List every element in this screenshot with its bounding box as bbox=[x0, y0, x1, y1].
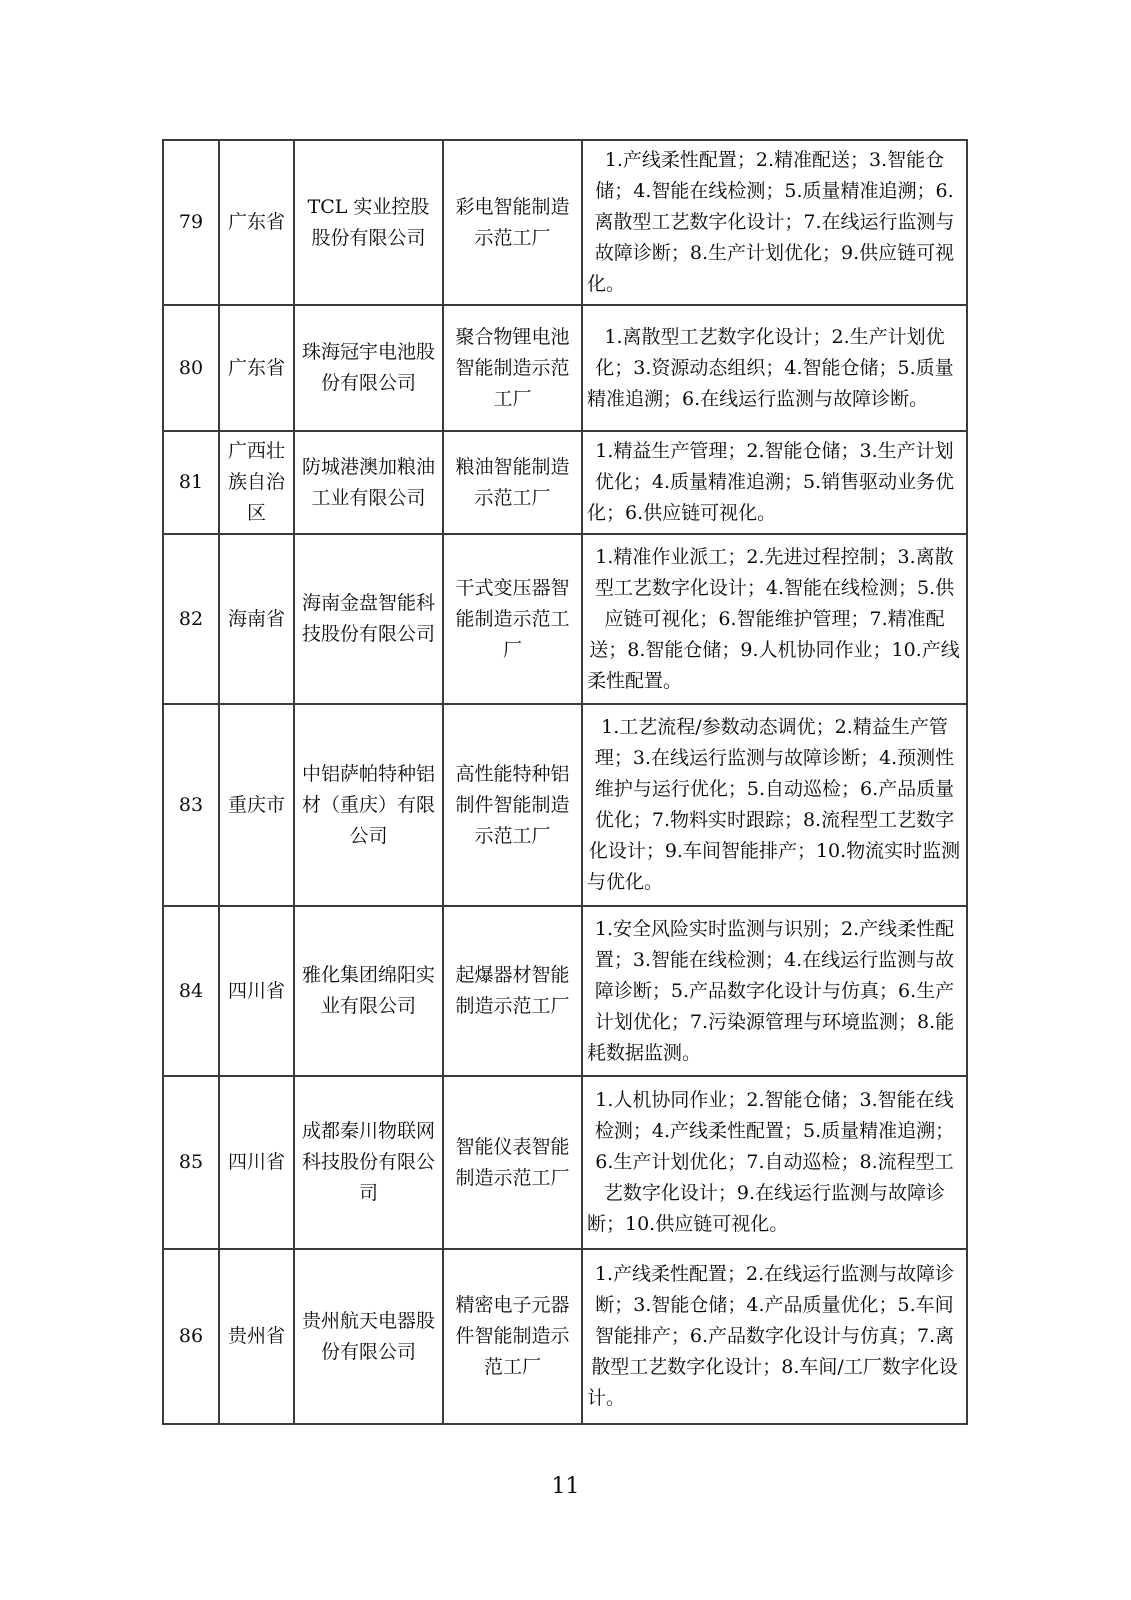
cell-province: 四川省 bbox=[219, 1076, 294, 1249]
cell-scenarios: 1.精益生产管理；2.智能仓储；3.生产计划优化；4.质量精准追溯；5.销售驱动业务优化；6.供应链可视化。 bbox=[582, 431, 967, 534]
cell-factory-type: 高性能特种铝制件智能制造示范工厂 bbox=[443, 704, 582, 906]
cell-province: 广东省 bbox=[219, 305, 294, 431]
table-row bbox=[163, 431, 967, 534]
table-row bbox=[163, 1076, 967, 1249]
cell-province: 广西壮族自治区 bbox=[219, 431, 294, 534]
cell-scenarios: 1.产线柔性配置；2.在线运行监测与故障诊断；3.智能仓储；4.产品质量优化；5.车间智能排产；6.产品数字化设计与仿真；7.离散型工艺数字化设计；8.车间/工厂数字化设计。 bbox=[582, 1249, 967, 1424]
cell-province: 重庆市 bbox=[219, 704, 294, 906]
table-row bbox=[163, 704, 967, 906]
cell-company: 雅化集团绵阳实业有限公司 bbox=[294, 906, 443, 1076]
factories-table bbox=[162, 139, 968, 1425]
table-row bbox=[163, 534, 967, 704]
cell-company: 贵州航天电器股份有限公司 bbox=[294, 1249, 443, 1424]
cell-scenarios: 1.人机协同作业；2.智能仓储；3.智能在线检测；4.产线柔性配置；5.质量精准追溯；6.生产计划优化；7.自动巡检；8.流程型工艺数字化设计；9.在线运行监测与故障诊断；10.供应链可视化。 bbox=[582, 1076, 967, 1249]
cell-province: 贵州省 bbox=[219, 1249, 294, 1424]
cell-scenarios: 1.离散型工艺数字化设计；2.生产计划优化；3.资源动态组织；4.智能仓储；5.质量精准追溯；6.在线运行监测与故障诊断。 bbox=[582, 305, 967, 431]
page-number: 11 bbox=[551, 1474, 580, 1499]
cell-company: 成都秦川物联网科技股份有限公司 bbox=[294, 1076, 443, 1249]
cell-index: 86 bbox=[163, 1249, 219, 1424]
cell-factory-type: 精密电子元器件智能制造示范工厂 bbox=[443, 1249, 582, 1424]
cell-index: 79 bbox=[163, 140, 219, 305]
cell-index: 82 bbox=[163, 534, 219, 704]
cell-province: 广东省 bbox=[219, 140, 294, 305]
cell-scenarios: 1.精准作业派工；2.先进过程控制；3.离散型工艺数字化设计；4.智能在线检测；5.供应链可视化；6.智能维护管理；7.精准配送；8.智能仓储；9.人机协同作业；10.产线柔性配置。 bbox=[582, 534, 967, 704]
cell-factory-type: 干式变压器智能制造示范工厂 bbox=[443, 534, 582, 704]
cell-factory-type: 彩电智能制造示范工厂 bbox=[443, 140, 582, 305]
cell-scenarios: 1.产线柔性配置；2.精准配送；3.智能仓储；4.智能在线检测；5.质量精准追溯；6.离散型工艺数字化设计；7.在线运行监测与故障诊断；8.生产计划优化；9.供应链可视化。 bbox=[582, 140, 967, 305]
cell-factory-type: 智能仪表智能制造示范工厂 bbox=[443, 1076, 582, 1249]
cell-province: 四川省 bbox=[219, 906, 294, 1076]
cell-index: 80 bbox=[163, 305, 219, 431]
cell-company: 珠海冠宇电池股份有限公司 bbox=[294, 305, 443, 431]
table-row bbox=[163, 1249, 967, 1424]
cell-factory-type: 聚合物锂电池智能制造示范工厂 bbox=[443, 305, 582, 431]
table-row bbox=[163, 305, 967, 431]
cell-index: 84 bbox=[163, 906, 219, 1076]
cell-index: 83 bbox=[163, 704, 219, 906]
cell-scenarios: 1.安全风险实时监测与识别；2.产线柔性配置；3.智能在线检测；4.在线运行监测与故障诊断；5.产品数字化设计与仿真；6.生产计划优化；7.污染源管理与环境监测；8.能耗数据监测。 bbox=[582, 906, 967, 1076]
cell-index: 81 bbox=[163, 431, 219, 534]
cell-company: 中铝萨帕特种铝材（重庆）有限公司 bbox=[294, 704, 443, 906]
cell-factory-type: 粮油智能制造示范工厂 bbox=[443, 431, 582, 534]
cell-company: 海南金盘智能科技股份有限公司 bbox=[294, 534, 443, 704]
table-row bbox=[163, 906, 967, 1076]
cell-company: TCL 实业控股股份有限公司 bbox=[294, 140, 443, 305]
cell-scenarios: 1.工艺流程/参数动态调优；2.精益生产管理；3.在线运行监测与故障诊断；4.预测性维护与运行优化；5.自动巡检；6.产品质量优化；7.物料实时跟踪；8.流程型工艺数字化设计；9.车间智能排产；10.物流实时监测与优化。 bbox=[582, 704, 967, 906]
cell-index: 85 bbox=[163, 1076, 219, 1249]
cell-company: 防城港澳加粮油工业有限公司 bbox=[294, 431, 443, 534]
table-row bbox=[163, 140, 967, 305]
cell-province: 海南省 bbox=[219, 534, 294, 704]
cell-factory-type: 起爆器材智能制造示范工厂 bbox=[443, 906, 582, 1076]
